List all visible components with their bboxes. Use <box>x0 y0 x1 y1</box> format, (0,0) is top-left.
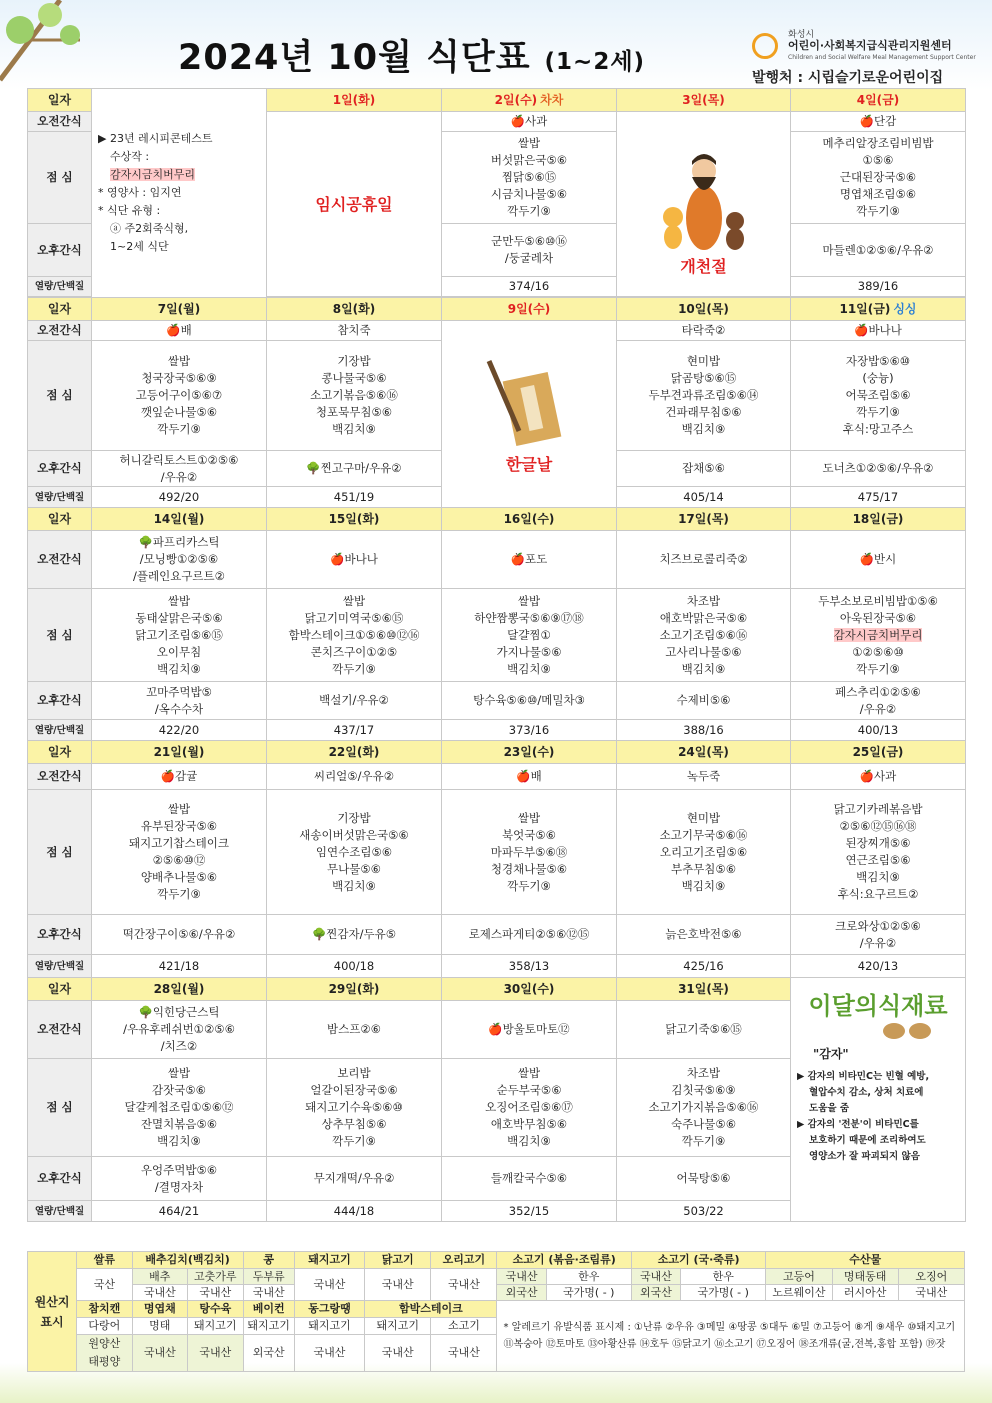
date-9: 9일(수) <box>442 298 617 321</box>
page-title: 2024년 10월 식단표 (1~2세) <box>178 38 646 78</box>
date-29: 29일(화) <box>267 978 442 1001</box>
origin-value: 국내산 <box>431 1335 497 1372</box>
row-label-lunch: 점 심 <box>28 1059 92 1157</box>
row-label-pm: 오후간식 <box>28 682 92 720</box>
am-snack: 타락죽② <box>617 321 791 341</box>
origin-value: 고등어 <box>766 1269 832 1285</box>
date-8: 8일(화) <box>267 298 442 321</box>
ingredient-title: 이달의식재료 <box>808 992 948 1020</box>
smile-logo-icon <box>752 33 778 59</box>
holiday-cell: 개천절 <box>617 112 791 297</box>
menu-table <box>27 88 966 1222</box>
org-logo <box>752 27 976 67</box>
pm-snack-row <box>28 682 966 720</box>
origin-head: 함박스테이크 <box>365 1301 497 1318</box>
date-17: 17일(목) <box>617 508 791 531</box>
origin-value: 돼지고기 <box>365 1318 431 1335</box>
date-18: 18일(금) <box>791 508 966 531</box>
origin-head: 수산물 <box>766 1252 965 1269</box>
origin-value: 국내산 <box>497 1269 546 1285</box>
date-14: 14일(월) <box>92 508 267 531</box>
origin-value: 돼지고기 <box>243 1318 294 1335</box>
kcal: 374/16 <box>442 277 617 297</box>
monthly-ingredient-box <box>791 978 966 1222</box>
date-row <box>28 298 966 321</box>
kcal: 405/14 <box>617 487 791 508</box>
pm-snack: 잡채⑤⑥ <box>617 451 791 487</box>
origin-value: 국내산 <box>898 1285 964 1301</box>
row-label-date: 일자 <box>28 741 92 764</box>
pm-snack-row <box>28 915 966 955</box>
origin-value: 국내산 <box>132 1285 187 1301</box>
lunch-cell: 쌀밥 버섯맑은국⑤⑥ 찜닭⑤⑥⑮ 시금치나물⑤⑥ 깍두기⑨ <box>442 132 617 224</box>
am-snack: 🍎바나나 <box>791 321 966 341</box>
org-city: 화성시 <box>788 30 815 40</box>
lunch-cell: 두부소보로비빔밥①⑤⑥ 아욱된장국⑤⑥ 감자시금치버무리 ①②⑤⑥⑩ 깍두기⑨ <box>791 589 966 682</box>
kcal: 352/15 <box>442 1201 617 1222</box>
lunch-cell: 차조밥 김칫국⑤⑥⑨ 소고기가지볶음⑤⑥⑯ 숙주나물⑤⑥ 깍두기⑨ <box>617 1059 791 1157</box>
hangul-book-illustration <box>479 356 579 456</box>
lunch-cell: 닭고기카레볶음밥 ②⑤⑥⑫⑮⑯⑱ 된장찌개⑤⑥ 연근조림⑤⑥ 백김치⑨ 후식:요구르트② <box>791 790 966 915</box>
date-31: 31일(목) <box>617 978 791 1001</box>
am-snack: 참치죽 <box>267 321 442 341</box>
lunch-row <box>28 790 966 915</box>
kcal: 389/16 <box>791 277 966 297</box>
am-snack: 🍎단감 <box>791 112 966 132</box>
origin-value: 돼지고기 <box>294 1318 364 1335</box>
kcal: 388/16 <box>617 720 791 741</box>
date-23: 23일(수) <box>442 741 617 764</box>
kcal: 437/17 <box>267 720 442 741</box>
row-label-date: 일자 <box>28 298 92 321</box>
kcal: 451/19 <box>267 487 442 508</box>
origin-head: 동그랑땡 <box>294 1301 364 1318</box>
am-snack: 씨리얼⑤/우유② <box>267 764 442 790</box>
origin-value: 러시아산 <box>832 1285 898 1301</box>
pm-snack: 도너츠①②⑤⑥/우유② <box>791 451 966 487</box>
date-11: 11일(금) 싱싱 <box>791 298 966 321</box>
origin-value: 국가명( - ) <box>546 1285 631 1301</box>
origin-label: 원산지 표시 <box>28 1252 77 1372</box>
am-snack: 치즈브로콜리죽② <box>617 531 791 589</box>
origin-value: 국내산 <box>188 1285 243 1301</box>
kcal: 444/18 <box>267 1201 442 1222</box>
am-snack: 🍎감귤 <box>92 764 267 790</box>
origin-head: 콩 <box>243 1252 294 1269</box>
origin-value: 국내산 <box>294 1269 364 1301</box>
am-snack: 🌳파프리카스틱 /모닝빵①②⑤⑥ /플레인요구르트② <box>92 531 267 589</box>
date-30: 30일(수) <box>442 978 617 1001</box>
pm-snack: 떡간장구이⑤⑥/우유② <box>92 915 267 955</box>
date-row <box>28 741 966 764</box>
lunch-cell: 차조밥 애호박맑은국⑤⑥ 소고기조림⑤⑥⑯ 고사리나물⑤⑥ 백김치⑨ <box>617 589 791 682</box>
row-label-am: 오전간식 <box>28 531 92 589</box>
am-snack-row <box>28 531 966 589</box>
origin-value: 국산 <box>77 1269 132 1301</box>
date-4: 4일(금) <box>791 89 966 112</box>
am-snack: 🌳익힌당근스틱 /우유후레쉬번①②⑤⑥ /치즈② <box>92 1001 267 1059</box>
lunch-cell: 쌀밥 감잣국⑤⑥ 달걀케첩조림①⑤⑥⑫ 잔멸치볶음⑤⑥ 백김치⑨ <box>92 1059 267 1157</box>
am-snack-row <box>28 764 966 790</box>
origin-value: 국내산 <box>631 1269 680 1285</box>
row-label-am: 오전간식 <box>28 1001 92 1059</box>
am-snack: 🍎포도 <box>442 531 617 589</box>
row-label-lunch: 점 심 <box>28 589 92 682</box>
lunch-cell: 쌀밥 북엇국⑤⑥ 마파두부⑤⑥⑱ 청경채나물⑤⑥ 깍두기⑨ <box>442 790 617 915</box>
row-label-am: 오전간식 <box>28 764 92 790</box>
origin-head: 소고기 (국·죽류) <box>631 1252 765 1269</box>
am-snack: 닭고기죽⑤⑥⑮ <box>617 1001 791 1059</box>
date-row <box>28 89 966 112</box>
origin-value: 고춧가루 <box>188 1269 243 1285</box>
kcal: 503/22 <box>617 1201 791 1222</box>
row-label-date: 일자 <box>28 89 92 112</box>
am-snack: 🍎배 <box>442 764 617 790</box>
lunch-row <box>28 589 966 682</box>
origin-value: 소고기 <box>431 1318 497 1335</box>
kcal: 475/17 <box>791 487 966 508</box>
row-label-kcal: 열량/단백질 <box>28 277 92 297</box>
row-label-pm: 오후간식 <box>28 224 92 277</box>
row-label-lunch: 점 심 <box>28 132 92 224</box>
pm-snack: 우엉주먹밥⑤⑥ /결명자차 <box>92 1157 267 1201</box>
origin-value: 한우 <box>546 1269 631 1285</box>
date-15: 15일(화) <box>267 508 442 531</box>
am-snack: 밤스프②⑥ <box>267 1001 442 1059</box>
pm-snack: 군만두⑤⑥⑩⑯ /둥굴레차 <box>442 224 617 277</box>
pm-snack: 늙은호박전⑤⑥ <box>617 915 791 955</box>
origin-value: 배추 <box>132 1269 187 1285</box>
pm-snack: 크로와상①②⑤⑥ /우유② <box>791 915 966 955</box>
kcal: 425/16 <box>617 955 791 978</box>
lunch-cell: 쌀밥 청국장국⑤⑥⑨ 고등어구이⑤⑥⑦ 깻잎순나물⑤⑥ 깍두기⑨ <box>92 341 267 451</box>
am-snack: 녹두죽 <box>617 764 791 790</box>
org-name-en: Children and Social Welfare Meal Management Support Center <box>788 54 976 61</box>
kcal-row <box>28 720 966 741</box>
am-snack: 🍎방울토마토⑫ <box>442 1001 617 1059</box>
origin-value: 명태 <box>132 1318 187 1335</box>
date-28: 28일(월) <box>92 978 267 1001</box>
date-24: 24일(목) <box>617 741 791 764</box>
am-snack: 🍎사과 <box>791 764 966 790</box>
date-2: 2일(수) 차차 <box>442 89 617 112</box>
am-snack: 🍎사과 <box>442 112 617 132</box>
origin-value: 명태동태 <box>832 1269 898 1285</box>
origin-value: 다랑어 <box>77 1318 132 1335</box>
lunch-cell: 현미밥 소고기무국⑤⑥⑯ 오리고기조림⑤⑥ 부추무침⑤⑥ 백김치⑨ <box>617 790 791 915</box>
kcal: 492/20 <box>92 487 267 508</box>
holiday-cell: 임시공휴일 <box>267 112 442 297</box>
pm-snack: 마들렌①②⑤⑥/우유② <box>791 224 966 277</box>
row-label-lunch: 점 심 <box>28 790 92 915</box>
row-label-lunch: 점 심 <box>28 341 92 451</box>
kcal: 358/13 <box>442 955 617 978</box>
pm-snack: 수제비⑤⑥ <box>617 682 791 720</box>
pm-snack: 무지개떡/우유② <box>267 1157 442 1201</box>
origin-head: 오리고기 <box>431 1252 497 1269</box>
date-row <box>28 508 966 531</box>
origin-value: 국내산 <box>132 1335 187 1372</box>
lunch-cell: 메추리알장조림비빔밥 ①⑤⑥ 근대된장국⑤⑥ 명엽채조림⑤⑥ 깍두기⑨ <box>791 132 966 224</box>
row-label-kcal: 열량/단백질 <box>28 487 92 508</box>
row-label-pm: 오후간식 <box>28 915 92 955</box>
lunch-cell: 쌀밥 유부된장국⑤⑥ 돼지고기찹스테이크 ②⑤⑥⑩⑫ 양배추나물⑤⑥ 깍두기⑨ <box>92 790 267 915</box>
pm-snack: 페스추리①②⑤⑥ /우유② <box>791 682 966 720</box>
origin-head: 탕수육 <box>188 1301 243 1318</box>
origin-value: 한우 <box>681 1269 766 1285</box>
lunch-cell: 쌀밥 순두부국⑤⑥ 오징어조림⑤⑥⑰ 애호박무침⑤⑥ 백김치⑨ <box>442 1059 617 1157</box>
origin-table <box>27 1251 965 1372</box>
am-snack: 🍎바나나 <box>267 531 442 589</box>
lunch-cell: 기장밥 새송이버섯맑은국⑤⑥ 임연수조림⑤⑥ 무나물⑤⑥ 백김치⑨ <box>267 790 442 915</box>
kcal: 400/18 <box>267 955 442 978</box>
ingredient-facts: ▶ 감자의 비타민C는 빈혈 예방, 혈압수치 감소, 상처 치료에 도움을 줌 ▶ 감자의 '전분'이 비타민C를 보호하기 때문에 조리하여도 영양소가 잘 파괴되지 않음 <box>797 1071 930 1162</box>
row-label-am: 오전간식 <box>28 112 92 132</box>
origin-head: 닭고기 <box>365 1252 431 1269</box>
lunch-cell: 쌀밥 닭고기미역국⑤⑥⑮ 함박스테이크①⑤⑥⑩⑫⑯ 콘치즈구이①②⑤ 깍두기⑨ <box>267 589 442 682</box>
am-snack-row <box>28 321 966 341</box>
origin-head: 참치캔 <box>77 1301 132 1318</box>
lunch-cell: 현미밥 닭곰탕⑤⑥⑮ 두부견과류조림⑤⑥⑭ 건파래무침⑤⑥ 백김치⑨ <box>617 341 791 451</box>
origin-value: 국내산 <box>365 1269 431 1301</box>
row-label-kcal: 열량/단백질 <box>28 1201 92 1222</box>
origin-value: 외국산 <box>631 1285 680 1301</box>
lunch-cell: 보리밥 얼갈이된장국⑤⑥ 돼지고기수육⑤⑥⑩ 상추무침⑤⑥ 깍두기⑨ <box>267 1059 442 1157</box>
origin-value: 국내산 <box>188 1335 243 1372</box>
origin-value: 원양산 태평양 <box>77 1335 132 1372</box>
date-7: 7일(월) <box>92 298 267 321</box>
origin-value: 두부류 <box>243 1269 294 1285</box>
row-label-date: 일자 <box>28 508 92 531</box>
origin-head: 소고기 (볶음·조림류) <box>497 1252 631 1269</box>
potato-illustration <box>793 1023 963 1044</box>
origin-head: 돼지고기 <box>294 1252 364 1269</box>
row-label-kcal: 열량/단백질 <box>28 720 92 741</box>
am-snack: 🍎반시 <box>791 531 966 589</box>
date-10: 10일(목) <box>617 298 791 321</box>
date-1: 1일(화) <box>267 89 442 112</box>
origin-value: 돼지고기 <box>188 1318 243 1335</box>
pm-snack: 어묵탕⑤⑥ <box>617 1157 791 1201</box>
row-label-am: 오전간식 <box>28 321 92 341</box>
date-row <box>28 978 966 1001</box>
kcal-row <box>28 955 966 978</box>
lunch-cell: 기장밥 콩나물국⑤⑥ 소고기볶음⑤⑥⑯ 청포묵무침⑤⑥ 백김치⑨ <box>267 341 442 451</box>
origin-value: 국내산 <box>294 1335 364 1372</box>
tree-branch-illustration <box>0 0 90 85</box>
kcal: 400/13 <box>791 720 966 741</box>
origin-value: 국내산 <box>243 1285 294 1301</box>
info-note: ▶ 23년 레시피콘테스트 수상작 : 감자시금치버무리 * 영양사 : 임지연 * 식단 유형 : ⓐ 주2회죽식형, 1~2세 식단 <box>92 89 267 298</box>
lunch-cell: 쌀밥 동태살맑은국⑤⑥ 닭고기조림⑤⑥⑮ 오이무침 백김치⑨ <box>92 589 267 682</box>
date-22: 22일(화) <box>267 741 442 764</box>
date-16: 16일(수) <box>442 508 617 531</box>
pm-snack: 들깨칼국수⑤⑥ <box>442 1157 617 1201</box>
origin-head: 배추김치(백김치) <box>132 1252 243 1269</box>
row-label-pm: 오후간식 <box>28 451 92 487</box>
dangun-illustration <box>659 133 749 253</box>
lunch-cell: 자장밥⑤⑥⑩ (숭늉) 어묵조림⑤⑥ 깍두기⑨ 후식:망고주스 <box>791 341 966 451</box>
origin-value: 국가명( - ) <box>681 1285 766 1301</box>
org-name: 어린이·사회복지급식관리지원센터 <box>788 39 952 52</box>
publisher: 발행처 : 시립슬기로운어린이집 <box>752 70 944 86</box>
pm-snack: 🌳찐고구마/우유② <box>267 451 442 487</box>
kcal: 420/13 <box>791 955 966 978</box>
origin-value: 오징어 <box>898 1269 964 1285</box>
origin-head: 명엽채 <box>132 1301 187 1318</box>
pm-snack: 허니갈릭토스트①②⑤⑥ /우유② <box>92 451 267 487</box>
origin-value: 국내산 <box>431 1269 497 1301</box>
kcal: 421/18 <box>92 955 267 978</box>
ingredient-name: "감자" <box>813 1047 849 1061</box>
lunch-cell: 쌀밥 하얀짬뽕국⑤⑥⑨⑰⑱ 달걀찜① 가지나물⑤⑥ 백김치⑨ <box>442 589 617 682</box>
pm-snack: 탕수육⑤⑥⑩/메밀차③ <box>442 682 617 720</box>
date-21: 21일(월) <box>92 741 267 764</box>
pm-snack: 🌳찐감자/두유⑤ <box>267 915 442 955</box>
pm-snack: 백설기/우유② <box>267 682 442 720</box>
row-label-kcal: 열량/단백질 <box>28 955 92 978</box>
row-label-pm: 오후간식 <box>28 1157 92 1201</box>
row-label-date: 일자 <box>28 978 92 1001</box>
allergy-legend: * 알레르기 유발식품 표시제 : ①난류 ②우유 ③메밀 ④땅콩 ⑤대두 ⑥밀 ⑦고등어 ⑧게 ⑨새우 ⑩돼지고기 ⑪복숭아 ⑫토마토 ⑬아황산류 ⑭호두 ⑮닭고기 ⑯소고기 ⑰오징어 ⑱조개류(굴,전복,홍합 포함) ⑲잣 <box>497 1301 965 1372</box>
holiday-cell: 한글날 <box>442 321 617 508</box>
origin-value: 노르웨이산 <box>766 1285 832 1301</box>
origin-head: 베이컨 <box>243 1301 294 1318</box>
origin-value: 국내산 <box>365 1335 431 1372</box>
origin-value: 외국산 <box>497 1285 546 1301</box>
kcal: 373/16 <box>442 720 617 741</box>
kcal: 464/21 <box>92 1201 267 1222</box>
origin-value: 외국산 <box>243 1335 294 1372</box>
am-snack: 🍎배 <box>92 321 267 341</box>
date-3: 3일(목) <box>617 89 791 112</box>
kcal: 422/20 <box>92 720 267 741</box>
pm-snack: 로제스파게티②⑤⑥⑫⑮ <box>442 915 617 955</box>
date-25: 25일(금) <box>791 741 966 764</box>
pm-snack: 꼬마주먹밥⑤ /옥수수차 <box>92 682 267 720</box>
origin-head: 쌀류 <box>77 1252 132 1269</box>
